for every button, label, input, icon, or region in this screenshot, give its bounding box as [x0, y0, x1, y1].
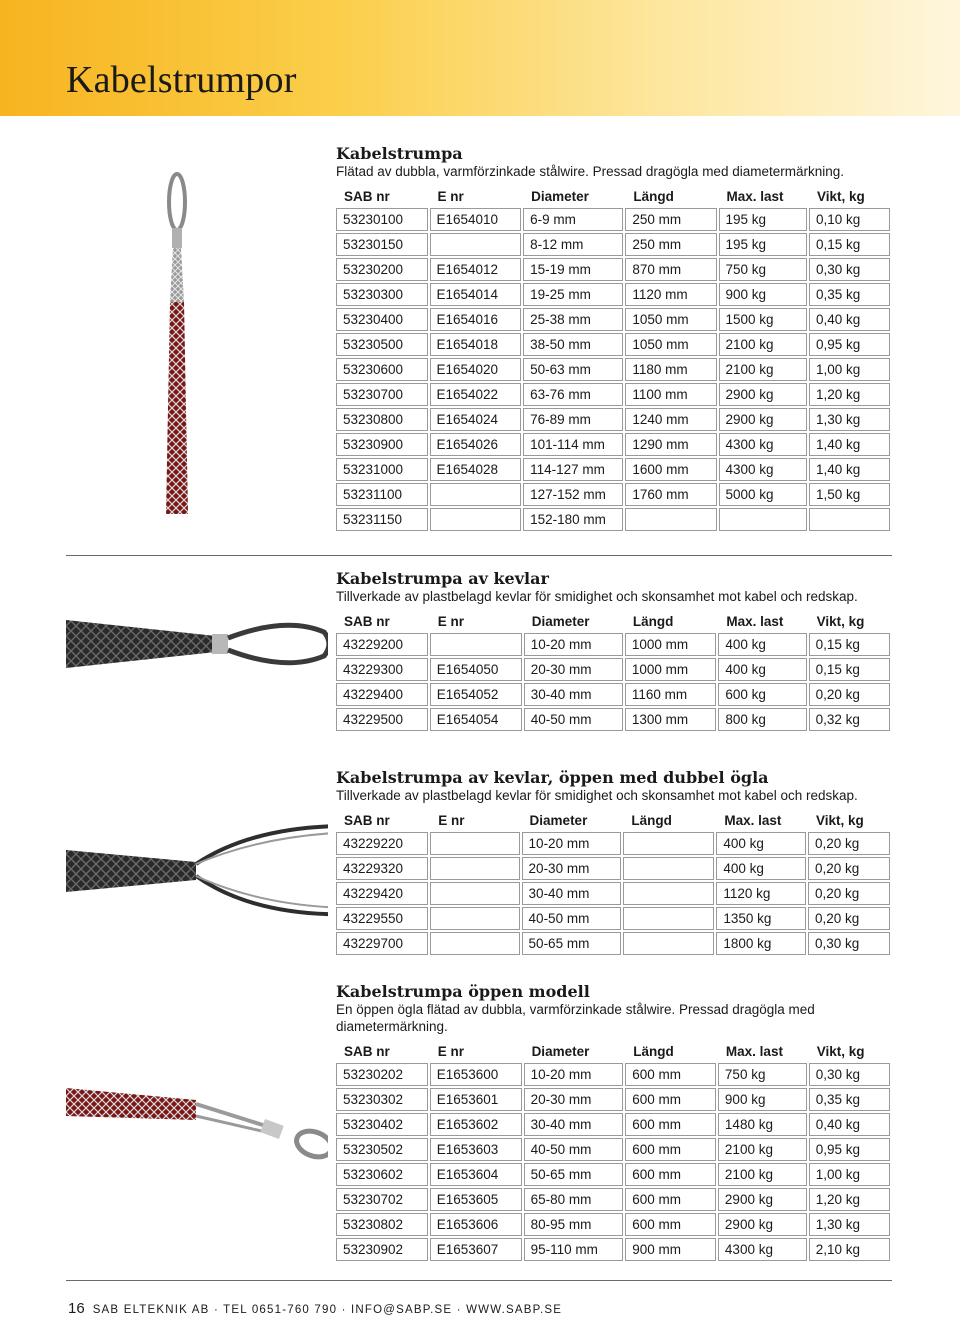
table-header-row [336, 1041, 890, 1061]
column-header: Vikt, kg [816, 1043, 865, 1059]
table-cell: 1600 mm [625, 458, 716, 481]
table-cell: 250 mm [625, 208, 716, 231]
table-row [336, 458, 890, 481]
table-cell: 2,10 kg [809, 1238, 890, 1261]
table-cell: 0,40 kg [809, 1113, 890, 1136]
table-cell: 53231000 [336, 458, 428, 481]
table-cell: 1050 mm [625, 308, 716, 331]
table-cell: 1,20 kg [809, 1188, 890, 1211]
table-cell: 5000 kg [719, 483, 808, 506]
table-cell: 1,00 kg [809, 358, 890, 381]
table-cell: 2100 kg [719, 358, 808, 381]
table-cell: 600 mm [625, 1063, 716, 1086]
table-cell: 600 mm [625, 1163, 716, 1186]
table-cell: E1653606 [430, 1213, 522, 1236]
table-cell: E1654052 [430, 683, 522, 706]
table-cell: 600 kg [718, 683, 806, 706]
table-cell: E1654020 [430, 358, 522, 381]
section-description: Flätad av dubbla, varmförzinkade stålwire. Pressad dragögla med diametermärkning. [336, 164, 844, 179]
table-cell: 20-30 mm [524, 1088, 624, 1111]
table-cell: 0,15 kg [809, 658, 890, 681]
table-cell: 43229400 [336, 683, 428, 706]
table-cell: 38-50 mm [523, 333, 623, 356]
table-cell [430, 857, 519, 880]
table-cell: 600 mm [625, 1113, 716, 1136]
table-cell: E1654050 [430, 658, 522, 681]
table-cell: E1654022 [430, 383, 522, 406]
table-cell: 0,95 kg [809, 333, 890, 356]
section-title: Kabelstrumpa av kevlar [336, 569, 549, 588]
table-cell: 43229700 [336, 932, 428, 955]
table-cell: 750 kg [719, 258, 808, 281]
table-row [336, 383, 890, 406]
column-header: Vikt, kg [816, 812, 864, 828]
table-cell: 0,20 kg [808, 857, 890, 880]
table-cell: 1760 mm [625, 483, 716, 506]
table-cell: 152-180 mm [523, 508, 623, 531]
kevlar-cable-sock-image [66, 606, 328, 686]
table-cell: 80-95 mm [524, 1213, 624, 1236]
header-banner [0, 0, 960, 116]
table-cell: E1653601 [430, 1088, 522, 1111]
table-cell: 4300 kg [719, 458, 808, 481]
table-cell: 0,32 kg [809, 708, 890, 731]
column-header: Längd [631, 812, 672, 828]
table-cell: 0,35 kg [809, 283, 890, 306]
table-cell: 53231100 [336, 483, 428, 506]
table-cell: 1000 mm [625, 633, 716, 656]
table-row [336, 408, 890, 431]
table-cell: 53230100 [336, 208, 428, 231]
table-cell: 43229420 [336, 882, 428, 905]
table-cell [719, 508, 808, 531]
table-row [336, 208, 890, 231]
table-cell: 53230800 [336, 408, 428, 431]
table-cell: 53230402 [336, 1113, 428, 1136]
table-row [336, 1238, 890, 1261]
table-cell: 53230302 [336, 1088, 428, 1111]
table-cell: 750 kg [718, 1063, 807, 1086]
table-cell: 40-50 mm [522, 907, 622, 930]
table-cell: 400 kg [718, 658, 806, 681]
table-cell: 53230502 [336, 1138, 428, 1161]
section-kevlar-double-loop [336, 769, 892, 957]
table-cell: 63-76 mm [523, 383, 623, 406]
table-cell: 1,40 kg [809, 458, 890, 481]
table-cell: E1654054 [430, 708, 522, 731]
table-row [336, 483, 890, 506]
table-cell: 4300 kg [718, 1238, 807, 1261]
table-cell: 40-50 mm [524, 708, 623, 731]
table-cell: 1,00 kg [809, 1163, 890, 1186]
section-open-model [336, 983, 892, 1263]
table-cell: 1,20 kg [809, 383, 890, 406]
column-header: Längd [633, 1043, 674, 1059]
page-number: 16 [68, 1300, 85, 1317]
table-cell: 900 kg [719, 283, 808, 306]
table-cell: 53230400 [336, 308, 428, 331]
table-cell: E1653607 [430, 1238, 522, 1261]
page-title: Kabelstrumpor [66, 59, 297, 101]
table-cell: 6-9 mm [523, 208, 623, 231]
section-title: Kabelstrumpa av kevlar, öppen med dubbel ögla [336, 768, 769, 787]
table-header-row [336, 810, 890, 830]
table-cell: 0,30 kg [809, 258, 890, 281]
table-row [336, 683, 890, 706]
table-row [336, 1063, 890, 1086]
table-cell: 870 mm [625, 258, 716, 281]
table-cell: 65-80 mm [524, 1188, 624, 1211]
table-cell [623, 932, 714, 955]
section-kevlar [336, 570, 892, 733]
table-cell [430, 882, 519, 905]
table-cell: 600 mm [625, 1138, 716, 1161]
table-cell: 53230802 [336, 1213, 428, 1236]
table-cell [623, 832, 714, 855]
table-cell: 900 kg [718, 1088, 807, 1111]
table-cell: 0,35 kg [809, 1088, 890, 1111]
divider [66, 555, 892, 556]
table-cell: 53230500 [336, 333, 428, 356]
table-cell: 1480 kg [718, 1113, 807, 1136]
table-cell: 10-20 mm [524, 633, 623, 656]
table-cell: 400 kg [716, 857, 806, 880]
table-cell: 1,30 kg [809, 1213, 890, 1236]
table-cell: E1653605 [430, 1188, 522, 1211]
column-header: E nr [437, 1043, 464, 1059]
table-cell: 114-127 mm [523, 458, 623, 481]
table-row [336, 882, 890, 905]
table-cell: 1100 mm [625, 383, 716, 406]
table-cell: E1654010 [430, 208, 522, 231]
table-cell: 0,20 kg [808, 832, 890, 855]
table-cell: 43229500 [336, 708, 428, 731]
table-cell: 2100 kg [718, 1163, 807, 1186]
table-cell: 2900 kg [719, 408, 808, 431]
table-cell: E1654024 [430, 408, 522, 431]
table-cell: 15-19 mm [523, 258, 623, 281]
section-title: Kabelstrumpa öppen modell [336, 982, 590, 1001]
table-row [336, 708, 890, 731]
table-cell: 53230300 [336, 283, 428, 306]
table-row [336, 1113, 890, 1136]
table-cell: 53230150 [336, 233, 428, 256]
column-header: Vikt, kg [817, 188, 865, 204]
table-cell: 1800 kg [716, 932, 806, 955]
table-cell: 1120 kg [716, 882, 806, 905]
table-cell [430, 508, 522, 531]
table-cell: 20-30 mm [524, 658, 623, 681]
table-cell: 8-12 mm [523, 233, 623, 256]
column-header: SAB nr [344, 613, 390, 629]
table-cell: 19-25 mm [523, 283, 623, 306]
table-cell: 1160 mm [625, 683, 716, 706]
table-cell: 195 kg [719, 233, 808, 256]
table-cell [430, 832, 519, 855]
table-cell: 127-152 mm [523, 483, 623, 506]
table-cell [430, 932, 519, 955]
table-cell: 600 mm [625, 1188, 716, 1211]
table-cell: E1653603 [430, 1138, 522, 1161]
table-cell: E1654016 [430, 308, 522, 331]
spec-table [334, 609, 892, 733]
table-cell: 0,10 kg [809, 208, 890, 231]
table-row [336, 508, 890, 531]
table-cell: 1,50 kg [809, 483, 890, 506]
column-header: Max. last [724, 812, 782, 828]
table-cell: 10-20 mm [524, 1063, 624, 1086]
column-header: Diameter [531, 613, 590, 629]
table-cell: 30-40 mm [522, 882, 622, 905]
column-header: Diameter [531, 1043, 590, 1059]
table-cell: 53231150 [336, 508, 428, 531]
column-header: Längd [632, 613, 674, 629]
table-cell: 50-63 mm [523, 358, 623, 381]
table-cell: 2100 kg [719, 333, 808, 356]
table-cell: 0,15 kg [809, 633, 890, 656]
table-cell: 0,40 kg [809, 308, 890, 331]
table-cell: 400 kg [716, 832, 806, 855]
section-title: Kabelstrumpa [336, 144, 463, 163]
table-cell: 0,30 kg [809, 1063, 890, 1086]
table-cell [430, 483, 522, 506]
table-cell: 43229300 [336, 658, 428, 681]
table-cell: 600 mm [625, 1088, 716, 1111]
table-row [336, 1213, 890, 1236]
table-cell: 0,15 kg [809, 233, 890, 256]
table-cell [623, 882, 714, 905]
table-cell: E1654018 [430, 333, 522, 356]
column-header: E nr [437, 188, 464, 204]
table-cell: 2900 kg [718, 1188, 807, 1211]
table-cell [809, 508, 890, 531]
table-cell: 1300 mm [625, 708, 716, 731]
column-header: E nr [437, 613, 465, 629]
spec-table [334, 1039, 892, 1263]
table-cell: 1000 mm [625, 658, 716, 681]
table-row [336, 857, 890, 880]
table-cell: 53230902 [336, 1238, 428, 1261]
table-header-row [336, 611, 890, 631]
table-row [336, 832, 890, 855]
table-cell: 1,40 kg [809, 433, 890, 456]
table-row [336, 283, 890, 306]
table-cell: 800 kg [718, 708, 806, 731]
footer [68, 1300, 562, 1317]
table-cell: 1,30 kg [809, 408, 890, 431]
table-cell: 0,20 kg [808, 882, 890, 905]
spec-table [334, 808, 892, 957]
table-cell: 0,20 kg [808, 907, 890, 930]
table-cell [623, 907, 714, 930]
table-header-row [336, 186, 890, 206]
table-cell: 2900 kg [718, 1213, 807, 1236]
column-header: Max. last [726, 613, 784, 629]
table-cell: 250 mm [625, 233, 716, 256]
table-cell: 43229550 [336, 907, 428, 930]
table-row [336, 358, 890, 381]
table-cell: 1290 mm [625, 433, 716, 456]
table-cell: 195 kg [719, 208, 808, 231]
table-cell: 101-114 mm [523, 433, 623, 456]
section-kabelstrumpa [336, 145, 892, 533]
table-cell: 0,30 kg [808, 932, 890, 955]
table-cell [430, 233, 522, 256]
table-row [336, 907, 890, 930]
column-header: Vikt, kg [816, 613, 865, 629]
column-header: Diameter [529, 812, 588, 828]
table-cell: 53230700 [336, 383, 428, 406]
table-cell: 40-50 mm [524, 1138, 624, 1161]
table-cell: 95-110 mm [524, 1238, 624, 1261]
table-cell: E1653602 [430, 1113, 522, 1136]
table-row [336, 258, 890, 281]
table-cell: 53230200 [336, 258, 428, 281]
table-row [336, 233, 890, 256]
table-cell: 600 mm [625, 1213, 716, 1236]
table-cell: 30-40 mm [524, 1113, 624, 1136]
table-cell: E1653600 [430, 1063, 522, 1086]
table-cell: 900 mm [625, 1238, 716, 1261]
table-row [336, 1088, 890, 1111]
table-cell: 4300 kg [719, 433, 808, 456]
column-header: Längd [633, 188, 674, 204]
footer-divider [66, 1280, 892, 1281]
table-cell: E1654028 [430, 458, 522, 481]
table-cell: 2900 kg [719, 383, 808, 406]
steel-cable-sock-image [160, 172, 194, 514]
column-header: Max. last [726, 188, 784, 204]
table-row [336, 308, 890, 331]
table-cell: 20-30 mm [522, 857, 622, 880]
open-model-cable-sock-image [66, 1080, 328, 1170]
table-cell: 53230900 [336, 433, 428, 456]
table-cell: 1120 mm [625, 283, 716, 306]
column-header: Diameter [531, 188, 589, 204]
table-cell: 1050 mm [625, 333, 716, 356]
table-row [336, 1163, 890, 1186]
table-cell: 1500 kg [719, 308, 808, 331]
table-cell: E1653604 [430, 1163, 522, 1186]
column-header: SAB nr [344, 812, 390, 828]
table-cell: 1180 mm [625, 358, 716, 381]
table-cell: 2100 kg [718, 1138, 807, 1161]
table-row [336, 433, 890, 456]
table-row [336, 1138, 890, 1161]
table-row [336, 658, 890, 681]
section-description: Tillverkade av plastbelagd kevlar för smidighet och skonsamhet mot kabel och redskap. [336, 788, 858, 803]
table-cell: 0,95 kg [809, 1138, 890, 1161]
table-row [336, 333, 890, 356]
table-cell [430, 633, 522, 656]
table-cell: 53230602 [336, 1163, 428, 1186]
table-cell: 53230702 [336, 1188, 428, 1211]
footer-text: SAB ELTEKNIK AB · TEL 0651-760 790 · INFO@SABP.SE · WWW.SABP.SE [92, 1304, 563, 1316]
table-cell: E1654026 [430, 433, 522, 456]
section-description: En öppen ögla flätad av dubbla, varmförzinkade stålwire. Pressad dragögla med diametermärkning. [336, 1002, 815, 1034]
table-cell [430, 907, 519, 930]
kevlar-double-loop-image [66, 814, 328, 924]
table-cell: 43229320 [336, 857, 428, 880]
column-header: E nr [438, 812, 465, 828]
table-cell: E1654012 [430, 258, 522, 281]
table-cell: 53230600 [336, 358, 428, 381]
table-row [336, 1188, 890, 1211]
column-header: SAB nr [344, 1043, 390, 1059]
spec-table [334, 184, 892, 533]
table-row [336, 633, 890, 656]
table-cell: 43229200 [336, 633, 428, 656]
table-cell: 10-20 mm [522, 832, 622, 855]
table-cell: 30-40 mm [524, 683, 623, 706]
table-cell: 43229220 [336, 832, 428, 855]
table-cell: 53230202 [336, 1063, 428, 1086]
table-cell: 1240 mm [625, 408, 716, 431]
table-cell: 0,20 kg [809, 683, 890, 706]
table-cell: 400 kg [718, 633, 806, 656]
table-cell [625, 508, 716, 531]
column-header: Max. last [725, 1043, 783, 1059]
table-cell: 76-89 mm [523, 408, 623, 431]
table-row [336, 932, 890, 955]
table-cell: 50-65 mm [522, 932, 622, 955]
table-cell [623, 857, 714, 880]
table-cell: 50-65 mm [524, 1163, 624, 1186]
section-description: Tillverkade av plastbelagd kevlar för smidighet och skonsamhet mot kabel och redskap. [336, 589, 858, 604]
table-cell: 25-38 mm [523, 308, 623, 331]
table-cell: 1350 kg [716, 907, 806, 930]
column-header: SAB nr [344, 188, 390, 204]
table-cell: E1654014 [430, 283, 522, 306]
